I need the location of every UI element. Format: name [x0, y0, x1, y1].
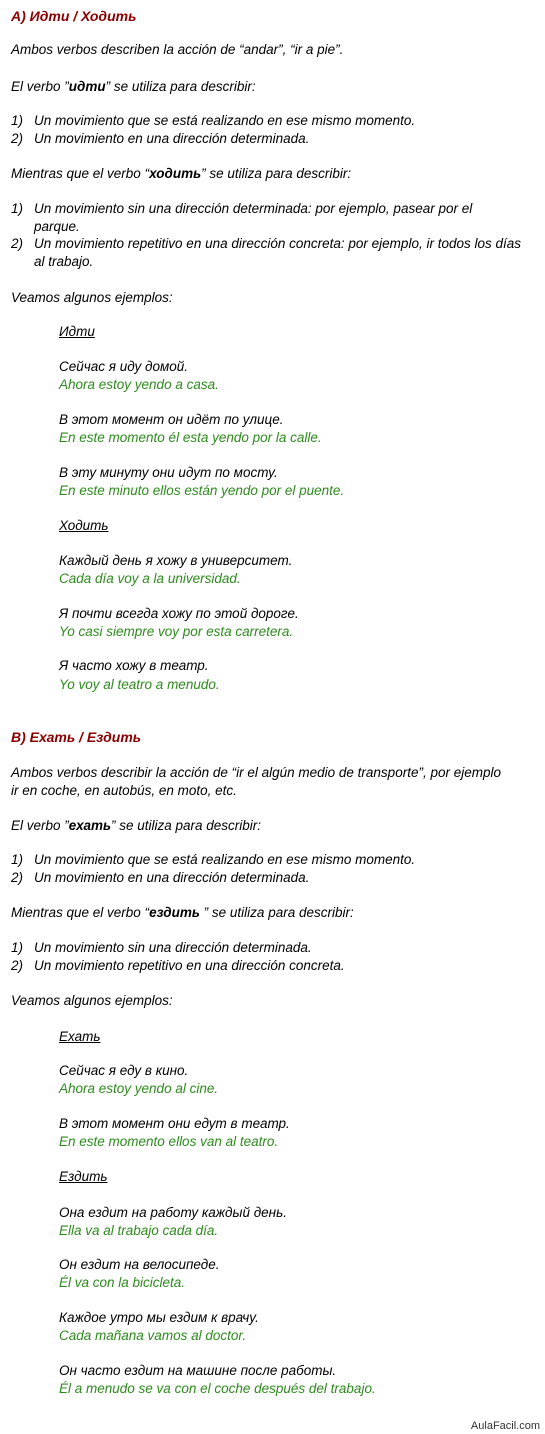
example-russian: Сейчас я еду в кино. [59, 1063, 189, 1078]
section-a-verb2-line: Mientras que el verbo “ходить” se utiliza para describir: [11, 166, 352, 181]
example-spanish: En este minuto ellos están yendo por el puente. [59, 483, 345, 498]
example-russian: Каждый день я хожу в университет. [59, 553, 293, 568]
list-item: 2) Un movimiento repetitivo en una dirección concreta. [11, 958, 345, 973]
example-spanish: Yo casi siempre voy por esta carretera. [59, 624, 294, 639]
example-russian: Сейчас я иду домой. [59, 359, 189, 374]
list-item: 1) Un movimiento sin una dirección determinada: por ejemplo, pasear por el parque. [11, 201, 473, 234]
verb-ezdit: ездить [149, 905, 200, 920]
section-a-intro: Ambos verbos describen la acción de “andar”, “ir a pie”. [11, 42, 344, 57]
example-russian: В этот момент он идёт по улице. [59, 412, 284, 427]
section-b-verb2-line: Mientras que el verbo “ездить ” se utiliza para describir: [11, 905, 354, 920]
site-logo: AulaFacil.com [470, 1420, 540, 1432]
example-spanish: Él a menudo se va con el coche después del trabajo. [59, 1381, 376, 1396]
list-item: 2) Un movimiento en una dirección determinada. [11, 870, 310, 885]
example-russian: Я почти всегда хожу по этой дороге. [59, 606, 299, 621]
example-spanish: En este momento ellos van al teatro. [59, 1134, 279, 1149]
list-item: 1) Un movimiento que se está realizando en ese mismo momento. [11, 852, 416, 867]
section-a-verb1-line: El verbo ”идти” se utiliza para describir: [11, 79, 256, 94]
example-spanish: Cada día voy a la universidad. [59, 571, 241, 586]
list-item: 2) Un movimiento repetitivo en una dirección concreta: por ejemplo, ir todos los días al trabajo. [11, 236, 521, 269]
example-russian: Она ездит на работу каждый день. [59, 1205, 287, 1220]
section-b-heading: B) Ехать / Ездить [11, 729, 142, 745]
verb-ekhat: ехать [68, 818, 111, 833]
section-b-verb1-line: El verbo ”ехать” se utiliza para describir: [11, 818, 262, 833]
example-spanish: Ahora estoy yendo al cine. [59, 1081, 219, 1096]
example-spanish: En este momento él esta yendo por la calle. [59, 430, 322, 445]
group-title-ekhat: Ехать [59, 1029, 101, 1044]
example-russian: Я часто хожу в театр. [59, 658, 209, 673]
list-item: 2) Un movimiento en una dirección determinada. [11, 131, 310, 146]
group-title-ezdit: Ездить [59, 1169, 108, 1184]
example-spanish: Él va con la bicicleta. [59, 1275, 186, 1290]
section-b-intro: Ambos verbos describir la acción de “ir el algún medio de transporte”, por ejemplo ir en coche, en autobús, en moto, etc. [11, 765, 501, 798]
example-spanish: Ahora estoy yendo a casa. [59, 377, 219, 392]
example-spanish: Ella va al trabajo cada día. [59, 1223, 219, 1238]
verb-idti: идти [68, 79, 106, 94]
section-a-heading: A) Идти / Ходить [11, 8, 137, 24]
group-title-khodit: Ходить [59, 518, 109, 533]
example-russian: В эту минуту они идут по мосту. [59, 465, 278, 480]
example-russian: Он часто ездит на машине после работы. [59, 1363, 337, 1378]
example-russian: Он ездит на велосипеде. [59, 1257, 220, 1272]
example-spanish: Cada mañana vamos al doctor. [59, 1328, 247, 1343]
example-russian: В этот момент они едут в театр. [59, 1116, 290, 1131]
example-spanish: Yo voy al teatro a menudo. [59, 677, 220, 692]
list-item: 1) Un movimiento sin una dirección determinada. [11, 940, 312, 955]
section-b-examples-intro: Veamos algunos ejemplos: [11, 993, 173, 1008]
list-item: 1) Un movimiento que se está realizando en ese mismo momento. [11, 113, 416, 128]
section-a-examples-intro: Veamos algunos ejemplos: [11, 290, 173, 305]
verb-khodit: ходить [149, 166, 202, 181]
example-russian: Каждое утро мы ездим к врачу. [59, 1310, 259, 1325]
group-title-idti: Идти [59, 324, 95, 339]
